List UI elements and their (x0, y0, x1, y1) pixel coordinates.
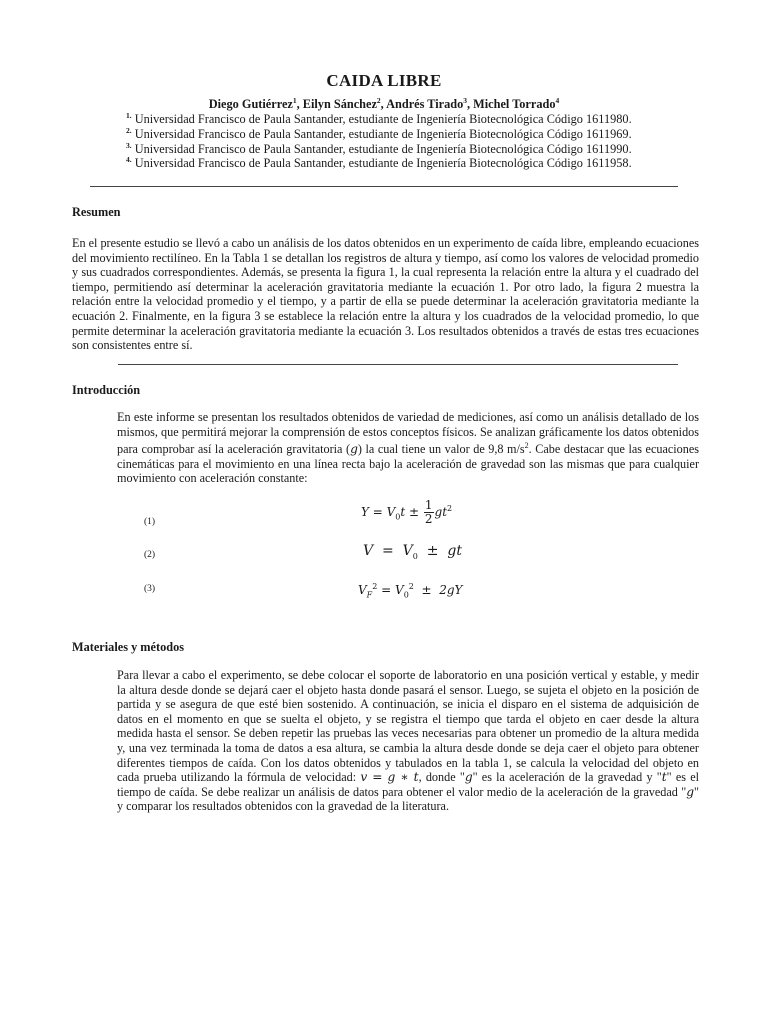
author-mark: 4 (555, 95, 560, 105)
author-mark: 2 (376, 95, 381, 105)
affiliation-text: Universidad Francisco de Paula Santander, estudiante de Ingeniería Biotecnológica Código 1611980. (134, 112, 632, 126)
materiales-text: " es el tiempo de caída. Se debe realizar un análisis de datos para obtener el valor medio de la aceleración de la gravedad " (117, 770, 700, 799)
equation-3: $V_F^2 = V_0^2 \pm 2gY$ (358, 582, 463, 600)
section-heading-materiales: Materiales y métodos (72, 640, 185, 654)
affiliation-list (126, 112, 686, 171)
introduccion-paragraph (117, 410, 699, 486)
fraction: $\frac{1}{2}$ (424, 498, 433, 526)
author-name: Michel Torrado (473, 97, 556, 111)
materiales-text: " es la aceleración de la gravedad y " (472, 770, 662, 785)
unit-exponent: 2 (524, 441, 529, 451)
equation-2: $V = V_0$ ± gt (363, 543, 462, 561)
affiliation-text: Universidad Francisco de Paula Santander, estudiante de Ingeniería Biotecnológica Código 1611958. (134, 156, 632, 171)
affiliation-text: Universidad Francisco de Paula Santander, estudiante de Ingeniería Biotecnológica Código 1611990. (134, 141, 632, 156)
author-name: Andrés Tirado (386, 97, 464, 111)
separator-line (118, 364, 678, 365)
gravity-symbol: g (686, 784, 695, 799)
affiliation-text: Universidad Francisco de Paula Santander, estudiante de Ingeniería Biotecnológica Código 1611969. (134, 126, 632, 141)
equation-number: (2) (144, 550, 156, 560)
author-mark: 3 (463, 95, 467, 105)
affiliation-item (126, 112, 686, 127)
equation-1: $Y = V_0t$ ± $\frac{1}{2}$ $gt^2$ (361, 498, 453, 526)
materiales-text: Para llevar a cabo el experimento, se debe colocar el soporte de laboratorio en una posición vertical y estable, y medir la altura desde donde se dejará caer el objeto hasta donde pasará el sensor. Luego, se sujeta el objeto en la posición de partida y se asegura de que esté bien sostenido. A continuación, se inicia el disparo en el sistema de adquisición de datos en el momento en que se suelta el objeto, y se registra el tiempo que tarda el objeto en caer desde la altura medida hasta el sensor. Se deben repetir las pruebas las veces necesarias para obtener un promedio de la altura medida y, una vez terminada la toma de datos a esa altura, se cambia la altura desde donde se deja caer el objeto para obtener diferentes tiempos de caída. Con los datos obtenidos y tabulados en la tabla 1, se calcula la velocidad del objeto en cada prueba utilizando la fórmula de velocidad: (117, 668, 699, 785)
gravity-symbol: g (464, 770, 473, 785)
intro-text: En este informe se presentan los resultados obtenidos de variedad de mediciones, así como un análisis detallado de los mismos, que permitirá mejorar la comprensión de estos conceptos físicos. Se analizan gráficamente los datos obtenidos para comprobar así la aceleración gravitatoria ( (117, 410, 699, 457)
resumen-paragraph: En el presente estudio se llevó a cabo un análisis de los datos obtenidos en un experimento de caída libre, empleando ecuaciones del movimiento rectilíneo. En la Tabla 1 se detallan los registros de altura y tiempo, así como los valores de velocidad promedio y sus cuadrados correspondientes. Además, se presenta la figura 1, la cual representa la relación entre la altura y el cuadrado del tiempo, permitiendo así determinar la aceleración gravitatoria mediante la ecuación 1. Por otro lado, la figura 2 muestra la relación entre la velocidad promedio y el tiempo, y a partir de ella se puede determinar la aceleración gravitatoria mediante la ecuación 2. Finalmente, en la figura 3 se establece la relación entre la altura y los cuadrados de la velocidad promedio, lo que permite determinar la aceleración gravitatoria mediante la ecuación 3. Los resultados obtenidos a través de estas tres ecuaciones son consistentes entre sí. (72, 236, 699, 353)
affiliation-item (126, 156, 686, 171)
section-heading-introduccion: Introducción (72, 383, 141, 397)
velocity-formula: v = g ∗ t (360, 770, 419, 785)
affiliation-mark: 4. (126, 155, 132, 165)
author-name: Diego Gutiérrez (208, 97, 293, 111)
affiliation-mark: 1. (126, 110, 132, 120)
affiliation-mark: 2. (126, 125, 132, 135)
author-list: Diego Gutiérrez$^1$, Eilyn Sánchez$^2$, Andrés Tirado$^3$, Michel Torrado$^4$ (208, 95, 560, 111)
time-symbol: t (661, 770, 667, 785)
equation-number: (1) (144, 517, 156, 527)
paper-title: CAIDA LIBRE (326, 71, 442, 90)
equation-number: (3) (144, 584, 156, 594)
affiliation-mark: 3. (126, 140, 132, 150)
intro-text: . Cabe destacar que las ecuaciones cinemáticas para el movimiento en una línea recta bajo la aceleración de gravedad son las mismas que para cualquier movimiento con aceleración constante: (117, 442, 699, 486)
author-mark: 1 (292, 95, 297, 105)
author-name: Eilyn Sánchez (302, 97, 377, 111)
intro-text: ) la cual tiene un valor de 9,8 m/s (357, 442, 525, 457)
materiales-text: , donde " (418, 770, 465, 785)
separator-line (90, 186, 678, 187)
affiliation-item (126, 142, 686, 157)
materiales-text: " y comparar los resultados obtenidos con la gravedad de la literatura. (117, 784, 699, 814)
affiliation-item (126, 127, 686, 142)
section-heading-resumen: Resumen (72, 205, 121, 219)
materiales-paragraph (117, 668, 699, 814)
gravity-symbol: g (350, 442, 358, 457)
